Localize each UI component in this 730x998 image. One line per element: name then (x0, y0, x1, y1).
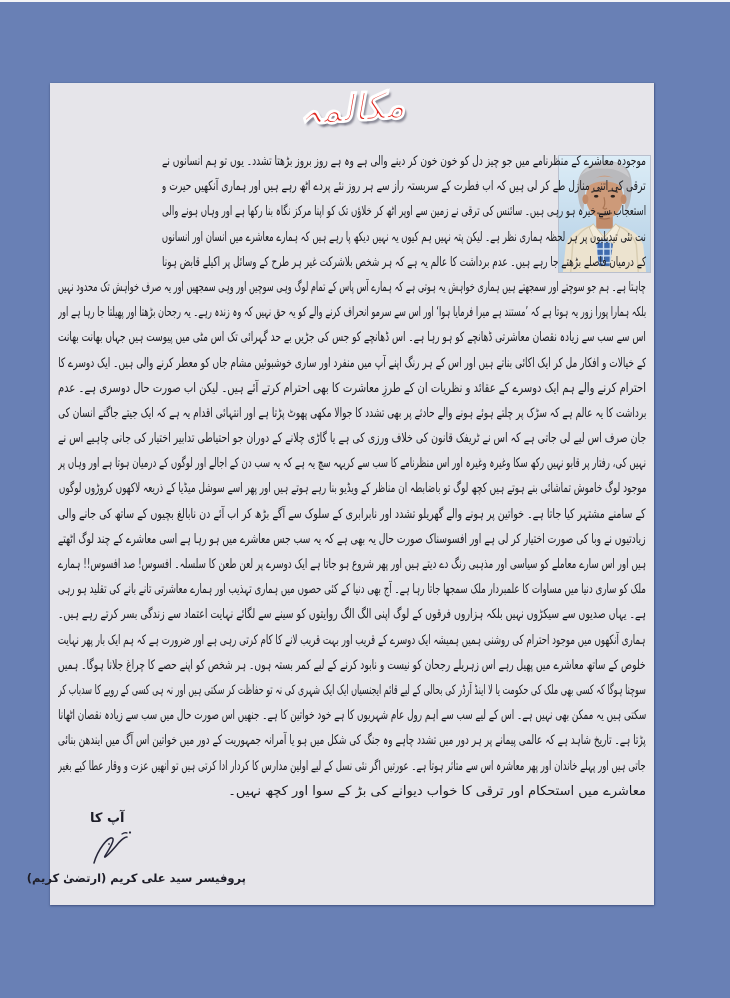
body-line: ہماری آنکھوں میں موجود احترام کی روشنی ہمیں ہمیشہ ایک دوسرے کے قریب اور بہت قریب لانے کا کام کرتی رہی ہے اور ضرورت ہے کہ ہم ایک بار پھر نہایت (58, 632, 646, 648)
body-line: ترقی کی اتنی منازل طے کر لی ہیں کہ اب فطرت کے سربستہ راز سے ہر روز نئے پردے اٹھ رہے ہیں اور ہماری آنکھیں حیرت و (162, 179, 646, 195)
body-line: ہے۔ یہاں صدیوں سے سیکڑوں نہیں بلکہ ہزاروں فرقوں کے لوگ اپنی الگ الگ روایتوں کو سینے سے لگائے نہایت اعتماد سے زندگی بسر کرتے رہے ہیں۔ (58, 607, 646, 623)
body-line: نت نئی تبدیلیوں پر ہر لحظہ ہماری نظر ہے۔ لیکن پتہ نہیں ہم کیوں یہ نہیں دیکھ پا رہے ہیں کہ ہمارے معاشرے میں انسان اور انسانوں (162, 229, 646, 245)
scan-edge-highlight (0, 0, 730, 2)
body-line: پڑتا ہے۔ تاریخ شاہد ہے کہ عالمی پیمانے پر ہر دور میں تشدد چاہے وہ جنگ کی شکل میں ہو یا آمرانہ جمہوریت کے دور میں خواتین اس آگ میں ایندھن بنائی (58, 733, 646, 749)
author-name: پروفیسر سید علی کریم (ارتضیٰ کریم) (26, 871, 246, 885)
body-line: زیادتیوں نے وبا کی صورت اختیار کر لی ہے اور افسوسناک صورت حال یہ بھی ہے کہ یہ سب جس معاشرے میں ہو رہا ہے اسی معاشرے کے چند لوگ اٹھتے (58, 531, 646, 547)
body-line: کے خیالات و افکار مل کر ایک اکائی بناتے ہیں اور اس کے ہر رنگ اپنے آپ میں منفرد اور ساری خوشبوئیں مشام جاں کو معطر کرنے والی ہیں۔ ایک دوسرے کا (58, 355, 646, 371)
body-line: سکتی ہیں یہ ممکن بھی نہیں ہے۔ اس کے لیے سب سے اہم رول عام شہریوں کا ہے خود خواتین کا ہے۔ جنھیں اس صورت حال میں سب سے زیادہ نقصان اٹھانا (58, 708, 646, 724)
body-line: خلوص کے ساتھ معاشرے میں پھیل رہے اس زہریلے رجحان کو نیست و نابود کرنے کے لیے کمر بستہ ہوں۔ ہر شخص کو اپنے حصے کا چراغ جلانا ہوگا۔ ہمیں (58, 657, 646, 673)
body-line: کے سامنے مشتہر کیا جاتا ہے۔ خواتین پر ہونے والے گھریلو تشدد اور نابرابری کے سلوک سے آگے بڑھ کر اب آئے دن نابالغ بچیوں کے ساتھ کی جانے والی (58, 506, 646, 522)
article-page (26, 83, 654, 905)
body-line: ملک کو ساری دنیا میں مساوات کا علمبردار ملک سمجھا جاتا رہا ہے۔ آج بھی دنیا کے کئی حصوں میں ہماری تہذیب اور ہمارے معاشرتی تانے بانے کی تقلید ہو رہی (58, 582, 646, 598)
closing-salutation: آپ کا (90, 811, 125, 826)
body-line: ہیں اور اس سارے معاملے کو سیاسی اور مذہبی رنگ دے دیتے ہیں اور پھر شروع ہو جاتا ہے ایک دوسرے پر لعن طعن کا سلسلہ۔ افسوس! صد افسوس!! ہمارے (58, 557, 646, 572)
signature-icon (88, 829, 140, 871)
body-line: کے درمیان فاصلے بڑھتے جا رہے ہیں۔ عدم برداشت کا عالم یہ ہے کہ ہر شخص بلاشرکت غیر ہر طرح کے وسائل پر اکیلے قابض ہونا (162, 254, 646, 270)
body-line: چاہتا ہے۔ ہم جو سوچتے اور سمجھتے ہیں ہماری خواہش یہ ہوتی ہے کہ ہمارے آس پاس کے تمام لوگ وہی سوچیں اور وہی سمجھیں اور یہ صرف خواہش تک محدود نہیں (58, 279, 646, 295)
body-line: سوچنا ہوگا کہ کسی بھی ملک کی حکومت یا لا اینڈ آرڈر کی بحالی کے لیے قائم ایجنسیاں ایک ایک شہری کی نہ تو حفاظت کر سکتی ہیں اور نہ ہی کسی کے رویے کا سدباب کر (58, 682, 646, 698)
body-line: موجود لوگ خاموش تماشائی بنے ہوتے ہیں کچھ لوگ تو باضابطہ ان مناظر کے ویڈیو بنا رہے ہوتے ہیں اور پھر اسے سوشل میڈیا کے ذریعہ لاکھوں کروڑوں لوگوں (58, 481, 646, 497)
article-title-calligraphy: مکالمہ (297, 83, 407, 134)
body-line: جاتی ہیں اور پہلے خاندان اور پھر معاشرہ اس سے متاثر ہوتا ہے۔ عورتیں اگر نئی نسل کے لیے اولین مدارس کا کردار ادا کرتی ہیں تو انھیں عزت و وقار عطا کیے بغیر (58, 758, 646, 774)
body-line: احترام کرنے والے ہم ایک دوسرے کے عقائد و نظریات ان کے طرزِ معاشرت کا بھی احترام کرتے آئے ہیں۔ لیکن اب صورت حال دوسری ہے۔ عدم (58, 380, 646, 396)
body-line: موجودہ معاشرے کے منظرنامے میں جو چیز دل کو خون خون کر دینے والی ہے وہ ہے روز بروز بڑھتا تشدد۔ یوں تو ہم انسانوں نے (162, 154, 646, 169)
article-body (58, 149, 646, 804)
body-line: بلکہ ہمارا پورا زور یہ ہوتا ہے کہ ’مستند ہے میرا فرمایا ہوا‘ اور اس سے سرمو انحراف کرنے والے کو یہ حق نہیں کہ وہ زندہ رہے۔ یہ رجحان بڑھتا اور پھیلتا جا رہا ہے اور (58, 305, 646, 321)
article-masthead (50, 83, 654, 145)
body-line: استعجاب سے خیرہ ہو رہی ہیں۔ سائنس کی ترقی نے زمین سے اوپر اٹھ کر خلاؤں تک کو اپنا مرکز نگاہ بنا رکھا ہے اور وہاں ہونے والی (162, 204, 646, 220)
body-line: برداشت کا یہ عالم ہے کہ سڑک پر چلتے ہوئے ہونے والے حادثے پر بھی تشدد کا جوالا مکھی پھوٹ پڑتا ہے اور انتہائی اقدام یہ ہے کہ ایک جیتے جاگتے انسان کی (58, 405, 646, 421)
body-line: نہیں کی، رفتار پر قابو نہیں رکھ سکا وغیرہ وغیرہ اور اس منظرنامے کا سب سے کریہہ سچ یہ ہے کہ یہ سب دن کے اجالے اور لوگوں کے درمیان ہوتا ہے اور وہاں پر (58, 456, 646, 472)
body-line: اس سے سب سے زیادہ نقصان معاشرتی ڈھانچے کو ہو رہا ہے۔ اس ڈھانچے کو جس کی جڑیں بے حد گہرائی تک اس مٹی میں پیوست ہیں جہاں بھانت بھانت (58, 330, 646, 346)
handwritten-signature (88, 829, 140, 871)
body-line: معاشرے میں استحکام اور ترقی کا خواب دیوانے کی بڑ کے سوا اور کچھ نہیں۔ (228, 783, 646, 799)
body-line: جان صرف اس لیے لی جاتی ہے کہ اس نے ٹریفک قانون کی خلاف ورزی کی ہے یا گاڑی چلانے کے دوران جو احتیاطی تدابیر اختیار کی جانی چاہیے اس نے (58, 431, 646, 447)
